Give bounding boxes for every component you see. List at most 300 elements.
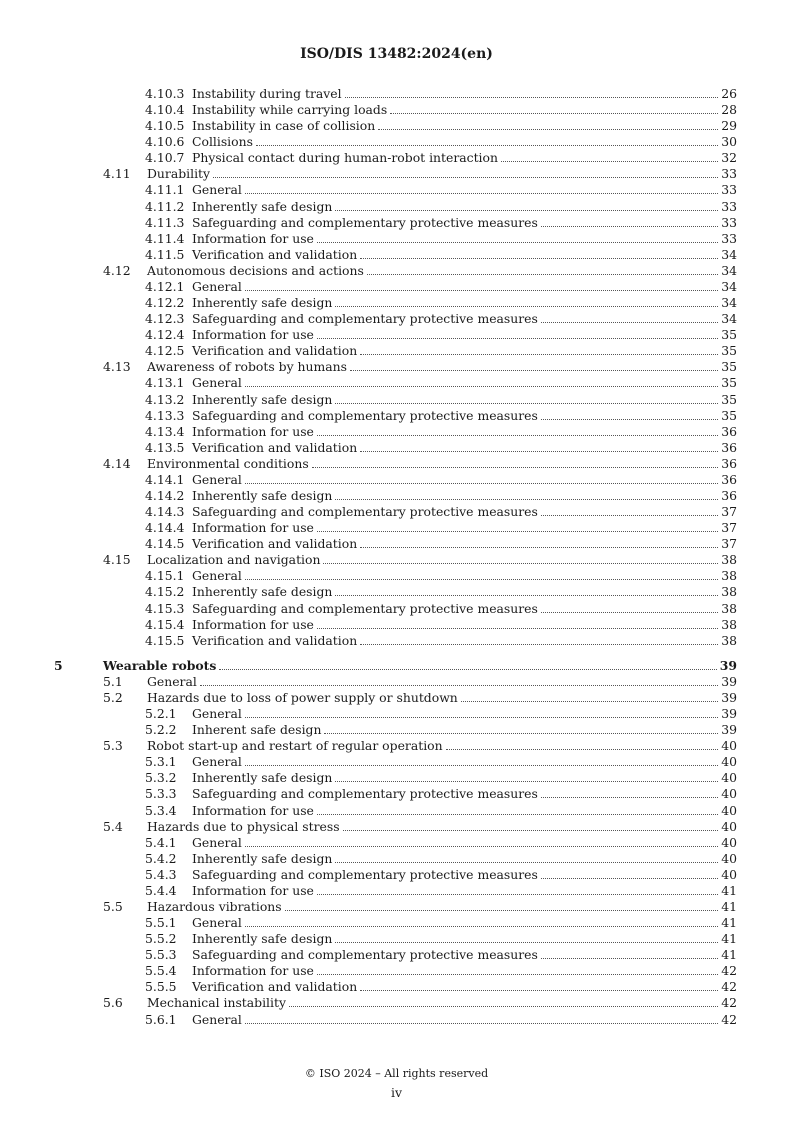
toc-entry-page: 40 bbox=[721, 738, 737, 754]
toc-entry-page: 39 bbox=[719, 657, 737, 673]
dot-leader bbox=[541, 311, 718, 323]
toc-entry[interactable] bbox=[0, 199, 793, 215]
toc-entry[interactable] bbox=[0, 819, 793, 835]
toc-entry-page: 34 bbox=[721, 262, 737, 278]
toc-entry-page: 38 bbox=[721, 552, 737, 568]
toc-entry-page: 40 bbox=[721, 818, 737, 834]
toc-entry-number: 4.13.2 bbox=[145, 391, 185, 407]
toc-entry-leader bbox=[192, 706, 737, 722]
toc-entry-leader bbox=[192, 536, 737, 552]
toc-entry-number: 5.1 bbox=[103, 673, 123, 689]
toc-entry-number: 5.2 bbox=[103, 689, 123, 705]
toc-entry-page: 36 bbox=[721, 488, 737, 503]
toc-entry-leader bbox=[192, 584, 737, 600]
toc-entry-number: 4.11.4 bbox=[145, 230, 185, 246]
dot-leader bbox=[350, 359, 718, 371]
toc-entry[interactable] bbox=[0, 536, 793, 552]
dot-leader bbox=[360, 343, 718, 355]
toc-entry-leader bbox=[147, 674, 737, 690]
toc-entry-page: 33 bbox=[721, 182, 737, 198]
toc-entry[interactable] bbox=[0, 633, 793, 649]
toc-entry-leader bbox=[192, 770, 737, 786]
toc-entry-title: Safeguarding and complementary protective measures bbox=[192, 786, 538, 802]
toc-entry-leader bbox=[103, 658, 737, 674]
toc-entry-page: 30 bbox=[721, 134, 737, 150]
toc-entry-title: Information for use bbox=[192, 327, 314, 343]
toc-entry-title: Physical contact during human-robot interaction bbox=[192, 150, 498, 166]
toc-entry-page: 42 bbox=[721, 1011, 737, 1027]
toc-entry-page: 42 bbox=[721, 995, 737, 1011]
toc-entry-page: 36 bbox=[721, 455, 737, 471]
toc-entry-number: 5.3.4 bbox=[145, 802, 177, 818]
toc-entry-number: 4.14 bbox=[103, 455, 131, 471]
toc-entry[interactable] bbox=[0, 617, 793, 633]
toc-entry[interactable] bbox=[0, 979, 793, 995]
toc-entry-number: 4.15.1 bbox=[145, 568, 185, 584]
toc-entry[interactable] bbox=[0, 601, 793, 617]
toc-entry[interactable] bbox=[0, 504, 793, 520]
dot-leader bbox=[245, 835, 718, 847]
toc-entry[interactable] bbox=[0, 947, 793, 963]
toc-entry-number: 5.3 bbox=[103, 738, 123, 754]
toc-entry-title: General bbox=[192, 754, 242, 770]
toc-entry-number: 4.11.5 bbox=[145, 246, 185, 262]
toc-entry-page: 38 bbox=[721, 568, 737, 584]
toc-entry-title: Information for use bbox=[192, 963, 314, 979]
toc-entry-number: 4.14.3 bbox=[145, 504, 185, 520]
toc-entry-leader bbox=[192, 1012, 737, 1028]
dot-leader bbox=[343, 819, 719, 831]
dot-leader bbox=[367, 263, 718, 275]
toc-entry[interactable] bbox=[0, 134, 793, 150]
dot-leader bbox=[335, 584, 718, 596]
toc-entry-leader bbox=[192, 568, 737, 584]
toc-entry-page: 40 bbox=[721, 802, 737, 818]
toc-entry[interactable] bbox=[0, 263, 793, 279]
toc-entry-leader bbox=[192, 504, 737, 520]
toc-entry-title: Information for use bbox=[192, 882, 314, 898]
toc-entry[interactable] bbox=[0, 786, 793, 802]
toc-entry-leader bbox=[192, 86, 737, 102]
toc-entry-title: Hazards due to physical stress bbox=[147, 818, 340, 834]
toc-entry[interactable] bbox=[0, 488, 793, 504]
toc-entry-page: 39 bbox=[721, 722, 737, 738]
toc-entry[interactable] bbox=[0, 722, 793, 738]
dot-leader bbox=[360, 633, 718, 645]
toc-entry-title: Inherently safe design bbox=[192, 931, 333, 947]
toc-entry-page: 39 bbox=[721, 689, 737, 705]
dot-leader bbox=[541, 601, 718, 613]
toc-entry-number: 5.4.3 bbox=[145, 866, 177, 882]
toc-entry[interactable] bbox=[0, 424, 793, 440]
toc-entry-number: 4.11 bbox=[103, 166, 131, 182]
toc-entry[interactable] bbox=[0, 690, 793, 706]
toc-entry-leader bbox=[192, 295, 737, 311]
toc-entry-page: 35 bbox=[721, 375, 737, 391]
toc-entry-page: 36 bbox=[721, 439, 737, 455]
toc-entry-page: 32 bbox=[721, 150, 737, 166]
dot-leader bbox=[541, 867, 718, 879]
toc-entry-title: Information for use bbox=[192, 802, 314, 818]
toc-entry-leader bbox=[192, 199, 737, 215]
toc-entry-page: 37 bbox=[721, 536, 737, 552]
toc-entry-title: Information for use bbox=[192, 616, 314, 632]
toc-entry-title: Inherently safe design bbox=[192, 391, 333, 407]
toc-entry-page: 40 bbox=[721, 754, 737, 770]
toc-entry-number: 5.3.2 bbox=[145, 770, 177, 786]
toc-entry-page: 39 bbox=[721, 706, 737, 722]
dot-leader bbox=[541, 786, 718, 798]
toc-entry-title: Mechanical instability bbox=[147, 995, 286, 1011]
toc-entry-number: 4.14.4 bbox=[145, 520, 185, 536]
toc-entry-number: 4.11.2 bbox=[145, 198, 185, 214]
toc-entry-title: Safeguarding and complementary protective measures bbox=[192, 504, 538, 520]
toc-entry-number: 4.10.4 bbox=[145, 102, 185, 118]
document-header: ISO/DIS 13482:2024(en) bbox=[300, 46, 493, 62]
toc-entry-title: General bbox=[192, 568, 242, 584]
dot-leader bbox=[317, 520, 718, 532]
toc-entry-number: 5.3.1 bbox=[145, 754, 177, 770]
toc-entry-title: Inherently safe design bbox=[192, 770, 333, 786]
toc-entry-number: 5.5 bbox=[103, 899, 123, 914]
toc-entry-number: 5.4 bbox=[103, 818, 123, 834]
toc-entry-number: 4.15 bbox=[103, 552, 131, 568]
dot-leader bbox=[501, 150, 718, 162]
toc-entry-page: 41 bbox=[721, 882, 737, 898]
toc-entry[interactable] bbox=[0, 215, 793, 231]
toc-entry-page: 41 bbox=[721, 915, 737, 931]
toc-entry-leader bbox=[192, 440, 737, 456]
toc-entry-page: 35 bbox=[721, 391, 737, 407]
toc-entry[interactable] bbox=[0, 102, 793, 118]
toc-entry-title: Inherently safe design bbox=[192, 584, 333, 600]
dot-leader bbox=[245, 706, 718, 718]
toc-entry-number: 4.10.6 bbox=[145, 134, 185, 150]
dot-leader bbox=[245, 1012, 718, 1024]
toc-entry[interactable] bbox=[0, 247, 793, 263]
toc-entry[interactable] bbox=[0, 883, 793, 899]
toc-entry-page: 37 bbox=[721, 504, 737, 520]
toc-entry-number: 5.5.3 bbox=[145, 947, 177, 963]
toc-entry-leader bbox=[192, 327, 737, 343]
dot-leader bbox=[360, 440, 718, 452]
toc-entry-title: Autonomous decisions and actions bbox=[147, 262, 364, 278]
toc-entry-leader bbox=[147, 819, 737, 835]
toc-entry[interactable] bbox=[0, 86, 793, 102]
dot-leader bbox=[219, 658, 716, 670]
toc-entry[interactable] bbox=[0, 754, 793, 770]
toc-entry-number: 4.13.1 bbox=[145, 375, 185, 391]
toc-entry-number: 4.13.3 bbox=[145, 407, 185, 423]
toc-entry-number: 4.14.1 bbox=[145, 471, 185, 487]
toc-entry-leader bbox=[192, 754, 737, 770]
dot-leader bbox=[317, 883, 718, 895]
toc-entry[interactable] bbox=[0, 931, 793, 947]
toc-entry[interactable] bbox=[0, 311, 793, 327]
toc-entry-leader bbox=[192, 520, 737, 536]
toc-entry[interactable] bbox=[0, 359, 793, 375]
toc-entry-title: Inherent safe design bbox=[192, 722, 322, 738]
toc-entry-title: Instability in case of collision bbox=[192, 118, 376, 134]
toc-entry-leader bbox=[192, 488, 737, 504]
toc-entry-title: Information for use bbox=[192, 520, 314, 536]
toc-entry-leader bbox=[192, 786, 737, 802]
toc-entry-leader bbox=[192, 102, 737, 118]
toc-entry[interactable] bbox=[0, 835, 793, 851]
toc-entry-number: 4.12.4 bbox=[145, 327, 185, 343]
toc-entry-leader bbox=[192, 247, 737, 263]
toc-entry-title: Robot start-up and restart of regular operation bbox=[147, 738, 443, 754]
toc-entry-page: 34 bbox=[721, 246, 737, 262]
toc-entry[interactable] bbox=[0, 658, 793, 674]
toc-entry-number: 5.5.1 bbox=[145, 915, 177, 931]
toc-entry[interactable] bbox=[0, 568, 793, 584]
toc-entry-number: 4.12.1 bbox=[145, 278, 185, 294]
toc-entry-page: 40 bbox=[721, 834, 737, 850]
toc-entry-leader bbox=[192, 947, 737, 963]
dot-leader bbox=[335, 392, 718, 404]
toc-entry-page: 33 bbox=[721, 166, 737, 182]
toc-entry-page: 42 bbox=[721, 963, 737, 979]
toc-entry[interactable] bbox=[0, 279, 793, 295]
toc-entry[interactable] bbox=[0, 231, 793, 247]
toc-entry-title: Durability bbox=[147, 166, 211, 182]
toc-entry-leader bbox=[192, 883, 737, 899]
toc-entry-leader bbox=[147, 690, 737, 706]
toc-entry-page: 35 bbox=[721, 407, 737, 423]
toc-entry[interactable] bbox=[0, 295, 793, 311]
dot-leader bbox=[245, 279, 718, 291]
toc-entry-title: Inherently safe design bbox=[192, 198, 333, 214]
toc-entry-page: 36 bbox=[721, 471, 737, 487]
toc-entry-title: Verification and validation bbox=[192, 632, 358, 648]
toc-entry-number: 5.4.4 bbox=[145, 882, 177, 898]
toc-entry-number: 4.13 bbox=[103, 359, 131, 375]
toc-entry-number: 4.12.2 bbox=[145, 295, 185, 311]
toc-entry-number: 5.5.4 bbox=[145, 963, 177, 979]
toc-entry-title: Inherently safe design bbox=[192, 850, 333, 866]
toc-entry-leader bbox=[192, 343, 737, 359]
dot-leader bbox=[541, 947, 718, 959]
toc-entry[interactable] bbox=[0, 706, 793, 722]
toc-entry-title: General bbox=[192, 375, 242, 391]
toc-entry[interactable] bbox=[0, 327, 793, 343]
toc-entry-leader bbox=[192, 601, 737, 617]
toc-entry[interactable] bbox=[0, 770, 793, 786]
toc-entry-number: 4.15.5 bbox=[145, 632, 185, 648]
toc-entry-title: Verification and validation bbox=[192, 246, 358, 262]
toc-entry-number: 4.15.2 bbox=[145, 584, 185, 600]
toc-entry-title: Safeguarding and complementary protective measures bbox=[192, 600, 538, 616]
toc-entry-title: Safeguarding and complementary protective measures bbox=[192, 407, 538, 423]
toc-entry[interactable] bbox=[0, 150, 793, 166]
toc-entry-title: General bbox=[192, 1011, 242, 1027]
toc-entry[interactable] bbox=[0, 738, 793, 754]
toc-entry-title: Instability during travel bbox=[192, 86, 342, 101]
dot-leader bbox=[323, 552, 718, 564]
copyright-footer: © ISO 2024 – All rights reserved bbox=[304, 1067, 489, 1080]
toc-entry-page: 35 bbox=[721, 343, 737, 359]
toc-entry-leader bbox=[147, 166, 737, 182]
toc-entry-title: General bbox=[192, 278, 242, 294]
toc-entry-leader bbox=[192, 617, 737, 633]
toc-entry[interactable] bbox=[0, 552, 793, 568]
dot-leader bbox=[335, 931, 718, 943]
toc-entry-leader bbox=[192, 722, 737, 738]
toc-entry-title: Awareness of robots by humans bbox=[147, 359, 347, 375]
dot-leader bbox=[245, 375, 718, 387]
toc-entry-number: 4.13.4 bbox=[145, 423, 185, 439]
toc-entry-page: 38 bbox=[721, 632, 737, 648]
dot-leader bbox=[317, 617, 718, 629]
toc-entry-leader bbox=[147, 263, 737, 279]
toc-entry-title: General bbox=[192, 915, 242, 931]
toc-entry-leader bbox=[147, 899, 737, 915]
toc-entry-leader bbox=[147, 552, 737, 568]
toc-entry-number: 4.14.2 bbox=[145, 488, 185, 503]
toc-entry-number: 4.12 bbox=[103, 262, 131, 278]
dot-leader bbox=[541, 408, 718, 420]
toc-entry-page: 33 bbox=[721, 230, 737, 246]
toc-entry-number: 5.4.2 bbox=[145, 850, 177, 866]
toc-entry-leader bbox=[192, 279, 737, 295]
dot-leader bbox=[335, 488, 718, 500]
toc-entry[interactable] bbox=[0, 375, 793, 391]
dot-leader bbox=[390, 102, 718, 114]
toc-entry-leader bbox=[192, 835, 737, 851]
toc-entry[interactable] bbox=[0, 584, 793, 600]
toc-entry[interactable] bbox=[0, 674, 793, 690]
dot-leader bbox=[541, 504, 718, 516]
toc-entry-title: Instability while carrying loads bbox=[192, 102, 388, 118]
dot-leader bbox=[541, 215, 718, 227]
dot-leader bbox=[245, 472, 718, 484]
toc-entry[interactable] bbox=[0, 867, 793, 883]
toc-entry-leader bbox=[192, 867, 737, 883]
toc-entry-number: 5.4.1 bbox=[145, 834, 177, 850]
toc-entry[interactable] bbox=[0, 851, 793, 867]
toc-entry-page: 34 bbox=[721, 295, 737, 311]
toc-entry-page: 35 bbox=[721, 327, 737, 343]
toc-entry-leader bbox=[192, 979, 737, 995]
toc-entry-number: 4.10.5 bbox=[145, 118, 185, 134]
toc-entry-page: 29 bbox=[721, 118, 737, 134]
dot-leader bbox=[446, 738, 719, 750]
toc-entry-page: 41 bbox=[721, 931, 737, 947]
toc-entry[interactable] bbox=[0, 408, 793, 424]
toc-entry-page: 35 bbox=[721, 359, 737, 375]
dot-leader bbox=[335, 770, 718, 782]
toc-entry-title: Hazards due to loss of power supply or shutdown bbox=[147, 689, 458, 705]
toc-entry-page: 38 bbox=[721, 600, 737, 616]
toc-entry[interactable] bbox=[0, 520, 793, 536]
toc-entry[interactable] bbox=[0, 899, 793, 915]
toc-entry-leader bbox=[192, 963, 737, 979]
toc-entry-leader bbox=[147, 456, 737, 472]
page-number: iv bbox=[390, 1085, 403, 1100]
toc-entry[interactable] bbox=[0, 166, 793, 182]
toc-entry-number: 4.12.5 bbox=[145, 343, 185, 359]
dot-leader bbox=[312, 456, 719, 468]
toc-entry-leader bbox=[192, 311, 737, 327]
toc-entry-number: 4.12.3 bbox=[145, 311, 185, 327]
dot-leader bbox=[360, 536, 718, 548]
toc-entry-page: 40 bbox=[721, 786, 737, 802]
dot-leader bbox=[317, 963, 718, 975]
toc-entry-title: Safeguarding and complementary protective measures bbox=[192, 214, 538, 230]
dot-leader bbox=[317, 327, 718, 339]
toc-entry-title: Inherently safe design bbox=[192, 488, 333, 503]
toc-entry-page: 42 bbox=[721, 979, 737, 995]
toc-entry-number: 4.13.5 bbox=[145, 439, 185, 455]
toc-entry-page: 38 bbox=[721, 584, 737, 600]
toc-entry[interactable] bbox=[0, 1012, 793, 1028]
toc-entry-title: Verification and validation bbox=[192, 536, 358, 552]
toc-entry[interactable] bbox=[0, 472, 793, 488]
toc-entry-number: 5.3.3 bbox=[145, 786, 177, 802]
toc-entry-page: 37 bbox=[721, 520, 737, 536]
toc-entry-leader bbox=[192, 182, 737, 198]
toc-entry-title: Verification and validation bbox=[192, 343, 358, 359]
toc-entry-title: Information for use bbox=[192, 230, 314, 246]
toc-entry-title: General bbox=[192, 834, 242, 850]
toc-entry-page: 41 bbox=[721, 899, 737, 914]
dot-leader bbox=[213, 166, 718, 178]
toc-entry[interactable] bbox=[0, 118, 793, 134]
dot-leader bbox=[360, 247, 718, 259]
toc-entry-page: 39 bbox=[721, 673, 737, 689]
toc-entry-number: 4.11.3 bbox=[145, 214, 185, 230]
toc-entry[interactable] bbox=[0, 343, 793, 359]
toc-entry-title: Safeguarding and complementary protective measures bbox=[192, 947, 538, 963]
toc-entry-title: Collisions bbox=[192, 134, 253, 150]
toc-entry[interactable] bbox=[0, 456, 793, 472]
toc-entry[interactable] bbox=[0, 182, 793, 198]
dot-leader bbox=[345, 86, 719, 98]
toc-entry[interactable] bbox=[0, 915, 793, 931]
toc-entry-title: Wearable robots bbox=[103, 657, 217, 673]
dot-leader bbox=[256, 134, 718, 146]
toc-entry-title: Information for use bbox=[192, 423, 314, 439]
toc-entry[interactable] bbox=[0, 803, 793, 819]
toc-entry-leader bbox=[192, 851, 737, 867]
toc-entry-page: 33 bbox=[721, 214, 737, 230]
toc-entry-page: 28 bbox=[721, 102, 737, 118]
toc-entry[interactable] bbox=[0, 995, 793, 1011]
toc-entry-leader bbox=[192, 915, 737, 931]
dot-leader bbox=[378, 118, 718, 130]
toc-entry-leader bbox=[192, 215, 737, 231]
dot-leader bbox=[245, 754, 718, 766]
toc-entry-number: 4.11.1 bbox=[145, 182, 185, 198]
dot-leader bbox=[200, 674, 718, 686]
toc-entry-page: 40 bbox=[721, 866, 737, 882]
toc-entry[interactable] bbox=[0, 440, 793, 456]
toc-entry-title: General bbox=[147, 673, 197, 689]
toc-entry-number: 4.14.5 bbox=[145, 536, 185, 552]
toc-entry-number: 4.10.3 bbox=[145, 86, 185, 101]
dot-leader bbox=[317, 231, 718, 243]
toc-entry-page: 40 bbox=[721, 850, 737, 866]
toc-entry-number: 4.15.3 bbox=[145, 600, 185, 616]
toc-entry[interactable] bbox=[0, 963, 793, 979]
dot-leader bbox=[245, 915, 718, 927]
toc-entry-title: Verification and validation bbox=[192, 439, 358, 455]
toc-entry-page: 36 bbox=[721, 423, 737, 439]
toc-entry-title: Safeguarding and complementary protective measures bbox=[192, 311, 538, 327]
toc-entry[interactable] bbox=[0, 392, 793, 408]
toc-entry-leader bbox=[192, 803, 737, 819]
